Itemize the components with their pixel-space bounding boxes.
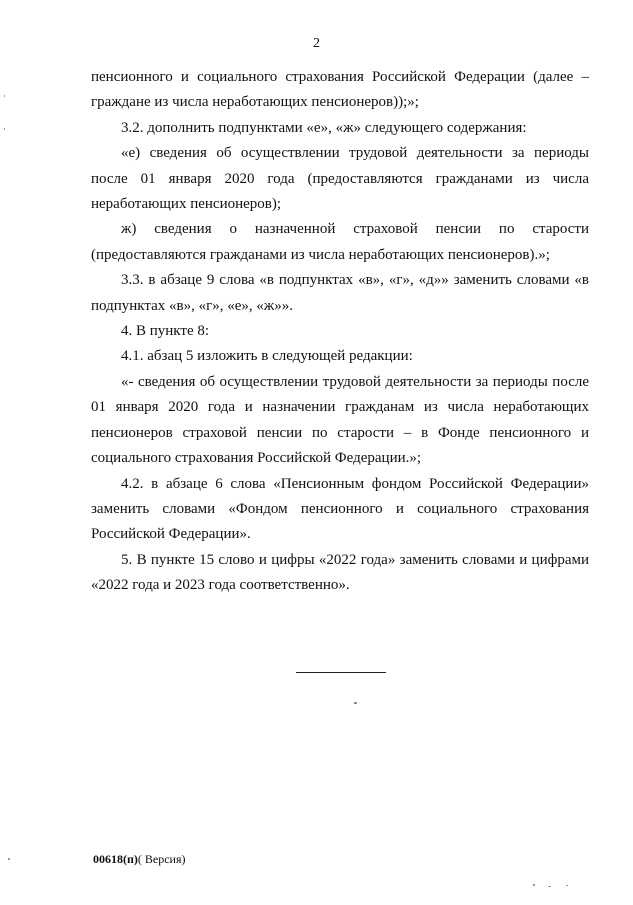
scan-speck xyxy=(4,95,5,97)
paragraph-4-1-quote: «- сведения об осуществлении трудовой деятельности за периоды после 01 января 2020 года и назначении гражданам из числа неработающих пенсионеров страховой пенсии по старости – в Фонде пенсионного и социального страхования Российской Федерации.»; xyxy=(91,373,589,467)
paragraph-4-2: 4.2. в абзаце 6 слова «Пенсионным фондом Российской Федерации» заменить словами «Фондом пенсионного и социального страхования Российской Федерации». xyxy=(91,475,589,543)
scan-speck xyxy=(8,858,10,860)
paragraph-subitem-zh: ж) сведения о назначенной страховой пенсии по старости (предоставляются гражданами из числа неработающих пенсионеров).»; xyxy=(91,221,589,263)
scan-speck xyxy=(354,702,357,704)
paragraph-4: 4. В пункте 8: xyxy=(121,323,210,340)
paragraph-5: 5. В пункте 15 слово и цифры «2022 года» заменить словами и цифрами «2022 года и 2023 года соответственно». xyxy=(91,551,589,594)
document-body xyxy=(91,65,589,599)
paragraph-3-2: 3.2. дополнить подпунктами «е», «ж» следующего содержания: xyxy=(121,119,527,136)
footer-code: 00618(п) xyxy=(93,852,138,866)
footer-version: ( Версия) xyxy=(137,852,186,866)
scan-speck xyxy=(4,128,5,130)
footer xyxy=(93,852,186,867)
scan-speck xyxy=(566,885,568,886)
scan-speck xyxy=(548,886,551,887)
paragraph-continuation: пенсионного и социального страхования Российской Федерации (далее – граждане из числа неработающих пенсионеров));»; xyxy=(91,69,589,111)
page-number: 2 xyxy=(313,36,320,51)
closing-rule xyxy=(296,672,386,673)
paragraph-subitem-e: «е) сведения об осуществлении трудовой деятельности за периоды после 01 января 2020 года (предоставляются гражданами из числа неработающих пенсионеров); xyxy=(91,145,589,213)
scan-speck xyxy=(533,884,535,886)
paragraph-4-1: 4.1. абзац 5 изложить в следующей редакции: xyxy=(121,348,413,365)
paragraph-3-3: 3.3. в абзаце 9 слова «в подпунктах «в», «г», «д»» заменить словами «в подпунктах «в», «г», «е», «ж»». xyxy=(91,272,589,314)
